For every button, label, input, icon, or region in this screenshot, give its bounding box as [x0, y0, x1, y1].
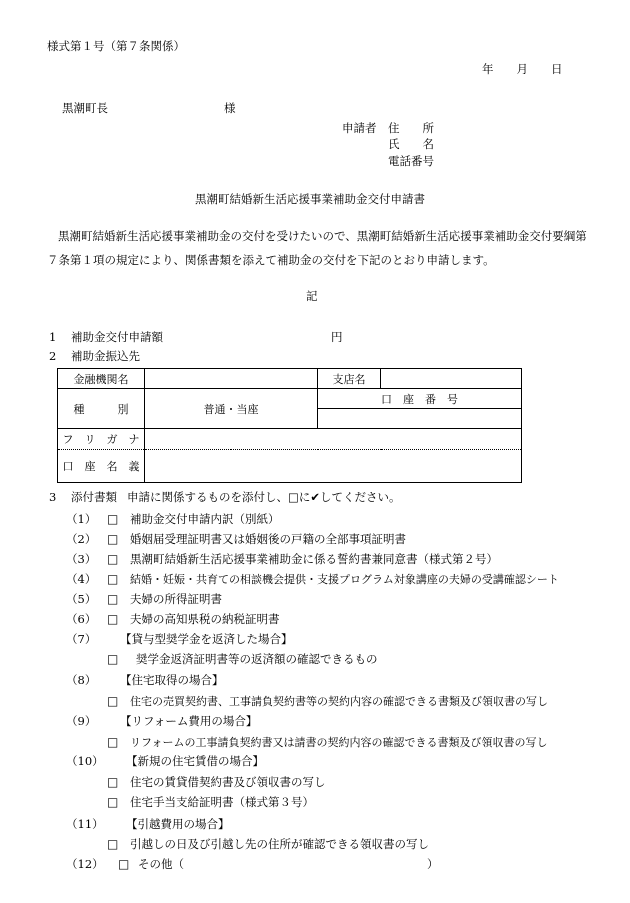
checkbox-7[interactable]: □: [107, 652, 119, 666]
attachment-12-close-paren: ）: [427, 857, 439, 871]
attachment-1-text: 補助金交付申請内訳（別紙）: [130, 512, 280, 526]
attachment-1-number: （1）: [66, 512, 97, 526]
checkbox-3[interactable]: □: [107, 552, 119, 566]
item2-number: 2: [49, 349, 57, 363]
applicant-label: 申請者: [342, 121, 377, 135]
attachment-7-number: （7）: [66, 632, 97, 646]
applicant-name-label: 氏 名: [388, 137, 434, 151]
branch-name-field[interactable]: [381, 369, 522, 389]
account-type-value[interactable]: 普通・当座: [145, 389, 318, 429]
attachment-5-number: （5）: [66, 592, 97, 606]
item3-instruction: 申請に関係するものを添付し、□に✔してください。: [127, 490, 401, 504]
attachment-10b-text: 住宅手当支給証明書（様式第３号）: [130, 795, 314, 809]
checkbox-9[interactable]: □: [107, 735, 119, 749]
attachment-10-number: （10）: [66, 754, 104, 768]
checkbox-11[interactable]: □: [107, 837, 119, 851]
checkbox-2[interactable]: □: [107, 532, 119, 546]
attachment-12-text: その他（: [138, 857, 184, 871]
attachment-8-number: （8）: [66, 673, 97, 687]
account-number-field[interactable]: [318, 409, 522, 429]
item1-number: 1: [49, 330, 57, 344]
checkbox-8[interactable]: □: [107, 694, 119, 708]
account-number-label: 口 座 番 号: [318, 389, 522, 409]
applicant-phone-label: 電話番号: [388, 154, 434, 168]
attachment-10-heading: 【新規の住宅賃借の場合】: [126, 754, 264, 768]
date-field: 年 月 日: [482, 62, 563, 76]
furigana-label: フ リ ガ ナ: [58, 429, 145, 450]
attachment-8-heading: 【住宅取得の場合】: [120, 673, 224, 687]
item3-number: 3: [49, 490, 57, 504]
attachment-7-text: 奨学金返済証明書等の返済額の確認できるもの: [136, 652, 378, 666]
bank-account-table: [57, 368, 522, 483]
attachment-12-number: （12）: [66, 857, 104, 871]
attachment-9-heading: 【リフォーム費用の場合】: [120, 714, 258, 728]
body-paragraph: 黒潮町結婚新生活応援事業補助金の交付を受けたいので、黒潮町結婚新生活応援事業補助金交付要綱第７条第１項の規定により、関係書類を添えて補助金の交付を下記のとおり申請します。: [47, 229, 587, 267]
checkbox-4[interactable]: □: [107, 572, 119, 586]
item1-label: 補助金交付申請額: [71, 330, 163, 344]
item2-label: 補助金振込先: [71, 349, 140, 363]
addressee-honorific: 様: [224, 101, 236, 115]
attachment-9-text: リフォームの工事請負契約書又は請書の契約内容の確認できる書類及び領収書の写し: [130, 736, 548, 749]
attachment-8-text: 住宅の売買契約書、工事請負契約書等の契約内容の確認できる書類及び領収書の写し: [130, 695, 548, 708]
item1-unit: 円: [331, 330, 343, 344]
attachment-11-text: 引越しの日及び引越し先の住所が確認できる領収書の写し: [130, 837, 429, 851]
bank-name-label: 金融機関名: [58, 369, 145, 389]
attachment-3-text: 黒潮町結婚新生活応援事業補助金に係る誓約書兼同意書（様式第２号）: [130, 552, 498, 566]
bank-name-field[interactable]: [145, 369, 318, 389]
account-type-label: 種 別: [58, 389, 145, 429]
addressee: 黒潮町長: [62, 101, 108, 115]
checkbox-5[interactable]: □: [107, 592, 119, 606]
page-title: 黒潮町結婚新生活応援事業補助金交付申請書: [195, 192, 425, 206]
attachment-2-text: 婚姻届受理証明書又は婚姻後の戸籍の全部事項証明書: [130, 532, 406, 546]
attachment-5-text: 夫婦の所得証明書: [130, 592, 222, 606]
branch-name-label: 支店名: [318, 369, 381, 389]
account-holder-field[interactable]: [145, 450, 522, 483]
attachment-4-number: （4）: [66, 572, 97, 586]
ki-heading: 記: [306, 289, 318, 303]
account-holder-label: 口 座 名 義: [58, 450, 145, 483]
checkbox-10b[interactable]: □: [107, 795, 119, 809]
attachment-3-number: （3）: [66, 552, 97, 566]
applicant-address-label: 住 所: [388, 121, 434, 135]
attachment-11-heading: 【引越費用の場合】: [126, 817, 230, 831]
checkbox-1[interactable]: □: [107, 512, 119, 526]
item3-label: 添付書類: [71, 490, 117, 504]
attachment-10a-text: 住宅の賃貸借契約書及び領収書の写し: [130, 775, 326, 789]
checkbox-10a[interactable]: □: [107, 775, 119, 789]
attachment-6-number: （6）: [66, 612, 97, 626]
checkbox-12[interactable]: □: [118, 857, 130, 871]
attachment-2-number: （2）: [66, 532, 97, 546]
form-number: 様式第１号（第７条関係）: [47, 39, 185, 53]
attachment-9-number: （9）: [66, 714, 97, 728]
furigana-field[interactable]: [145, 429, 522, 450]
attachment-7-heading: 【貸与型奨学金を返済した場合】: [120, 632, 293, 646]
attachment-4-text: 結婚・妊娠・共育ての相談機会提供・支援プログラム対象講座の夫婦の受講確認シート: [130, 573, 559, 586]
attachment-6-text: 夫婦の高知県税の納税証明書: [130, 612, 280, 626]
checkbox-6[interactable]: □: [107, 612, 119, 626]
attachment-11-number: （11）: [66, 817, 104, 831]
